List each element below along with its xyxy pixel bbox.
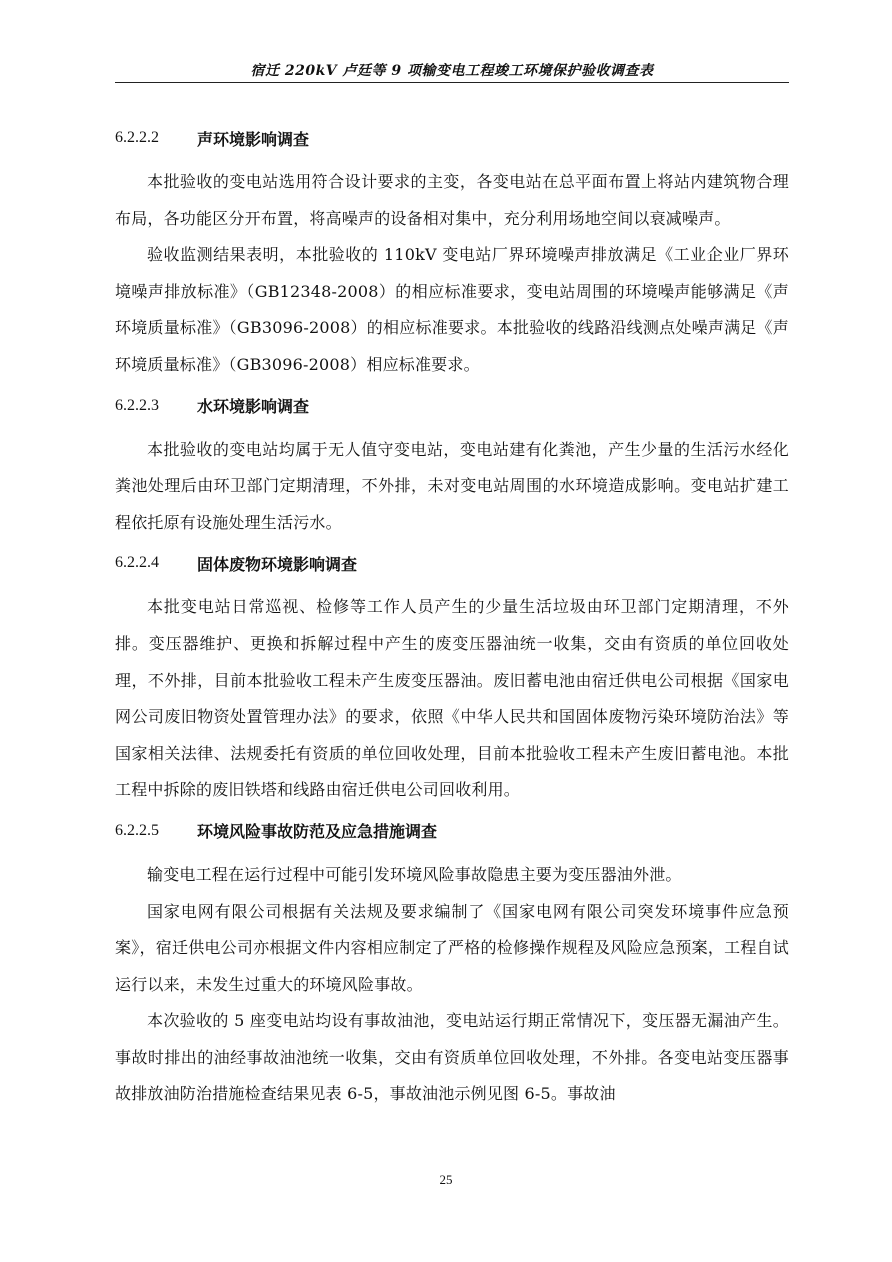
section-noise bbox=[115, 122, 789, 384]
paragraph: 本批验收的变电站选用符合设计要求的主变，各变电站在总平面布置上将站内建筑物合理布局，各功能区分开布置，将高噪声的设备相对集中，充分利用场地空间以衰减噪声。 bbox=[115, 172, 789, 228]
section-title: 固体废物环境影响调查 bbox=[197, 554, 358, 574]
paragraph: 输变电工程在运行过程中可能引发环境风险事故隐患主要为变压器油外泄。 bbox=[147, 864, 682, 884]
paragraph: 本次验收的 5 座变电站均设有事故油池，变电站运行期正常情况下，变压器无漏油产生。事故时排出的油经事故油池统一收集，交由有资质单位回收处理，不外排。各变电站变压器事故排放油防治措施检查结果见表 6-5，事故油池示例见图 6-5。事故油 bbox=[115, 1011, 789, 1104]
paragraph: 验收监测结果表明，本批验收的 110kV 变电站厂界环境噪声排放满足《工业企业厂界环境噪声排放标准》（GB12348-2008）的相应标准要求，变电站周围的环境噪声能够满足《声环境质量标准》（GB3096-2008）的相应标准要求。本批验收的线路沿线测点处噪声满足《声环境质量标准》（GB3096-2008）相应标准要求。 bbox=[115, 245, 789, 374]
section-title: 水环境影响调查 bbox=[197, 397, 310, 417]
section-heading bbox=[115, 122, 789, 154]
section-heading bbox=[115, 815, 789, 847]
section-heading bbox=[115, 547, 789, 579]
section-water bbox=[115, 390, 789, 542]
section-number: 6.2.2.3 bbox=[115, 396, 159, 414]
paragraph: 国家电网有限公司根据有关法规及要求编制了《国家电网有限公司突发环境事件应急预案》，宿迁供电公司亦根据文件内容相应制定了严格的检修操作规程及风险应急预案，工程自试运行以来，未发生过重大的环境风险事故。 bbox=[115, 901, 789, 994]
section-solid-waste bbox=[115, 547, 789, 809]
header-divider bbox=[115, 82, 789, 83]
paragraph: 本批变电站日常巡视、检修等工作人员产生的少量生活垃圾由环卫部门定期清理，不外排。变压器维护、更换和拆解过程中产生的废变压器油统一收集，交由有资质的单位回收处理，不外排，目前本批验收工程未产生废变压器油。废旧蓄电池由宿迁供电公司根据《国家电网公司废旧物资处置管理办法》的要求，依照《中华人民共和国固体废物污染环境防治法》等国家相关法律、法规委托有资质的单位回收处理，目前本批验收工程未产生废旧蓄电池。本批工程中拆除的废旧铁塔和线路由宿迁供电公司回收利用。 bbox=[115, 597, 789, 800]
paragraph: 本批验收的变电站均属于无人值守变电站，变电站建有化粪池，产生少量的生活污水经化粪池处理后由环卫部门定期清理，不外排，未对变电站周围的水环境造成影响。变电站扩建工程依托原有设施处理生活污水。 bbox=[115, 439, 789, 532]
section-risk bbox=[115, 815, 789, 1113]
page-number: 25 bbox=[439, 1172, 453, 1187]
document-body bbox=[115, 122, 789, 1113]
section-number: 6.2.2.5 bbox=[115, 821, 159, 839]
document-header-title: 宿迁 220kV 卢廷等 9 项输变电工程竣工环境保护验收调查表 bbox=[250, 63, 654, 79]
section-title: 环境风险事故防范及应急措施调查 bbox=[197, 822, 438, 842]
section-number: 6.2.2.2 bbox=[115, 129, 159, 146]
section-number: 6.2.2.4 bbox=[115, 554, 159, 572]
section-heading bbox=[115, 390, 789, 422]
section-title: 声环境影响调查 bbox=[197, 129, 310, 149]
